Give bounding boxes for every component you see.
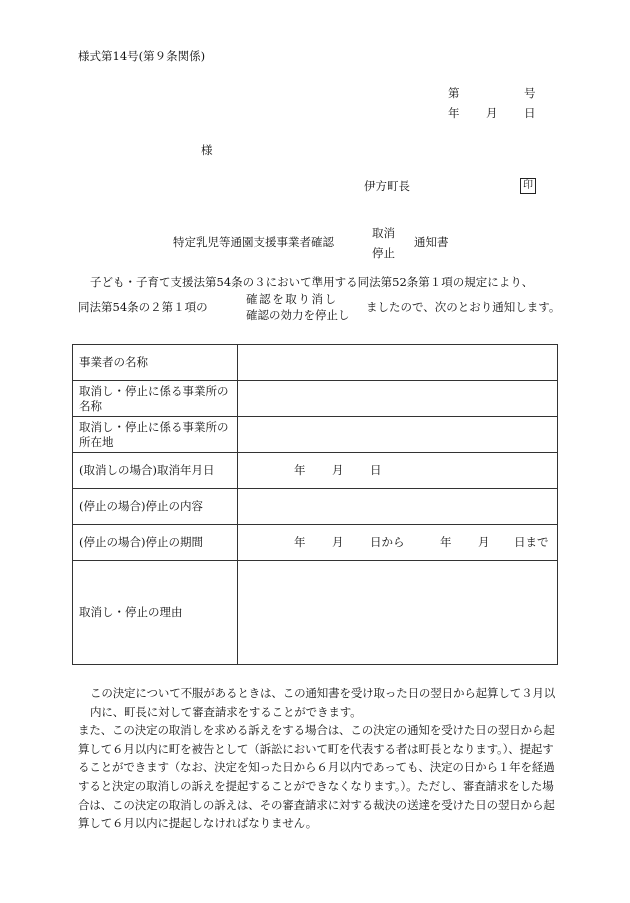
suspend-from: 日から: [370, 535, 405, 549]
row-value: [238, 345, 558, 381]
body-line-1: 子ども・子育て支援法第54条の３において準用する同法第52条第１項の規定により、: [90, 275, 534, 289]
cancel-day: 日: [370, 463, 382, 477]
suspend-end-year: 年: [440, 535, 452, 549]
date-month: 月: [486, 106, 498, 120]
table-row: [73, 381, 558, 417]
body-line-2-prefix: 同法第54条の２第１項の: [78, 300, 208, 314]
row-label: 取消し・停止に係る事業所の所在地: [73, 417, 238, 453]
table-row: [73, 489, 558, 525]
notes-section: [78, 684, 556, 833]
note-lawsuit: また、この決定の取消しを求める訴えをする場合は、この決定の通知を受けた日の翌日から起算して６月以内に町を被告として（訴訟において町を代表する者は町長となります。）、提起することができます（なお、決定を知った日から６月以内であっても、決定の日から１年を経過すると決定の取消しの訴えを提起することができなくなります。）。ただし、審査請求をした場合は、この決定の取消しの訴えは、その審査請求に対する裁決の送達を受けた日の翌日から起算して６月以内に提起しなければなりません。: [78, 723, 555, 831]
row-label: 取消し・停止に係る事業所の名称: [73, 381, 238, 417]
seal-mark: 印: [520, 178, 536, 194]
date-year: 年: [448, 106, 460, 120]
row-value: [238, 489, 558, 525]
row-label: 取消し・停止の理由: [73, 561, 238, 665]
suspend-to: 日まで: [514, 535, 549, 549]
row-label: (停止の場合)停止の内容: [73, 489, 238, 525]
form-number: 様式第14号(第９条関係): [78, 49, 206, 63]
row-label: (停止の場合)停止の期間: [73, 525, 238, 561]
suspend-period-value: [238, 525, 558, 561]
suspend-start-month: 月: [332, 535, 344, 549]
addressee-suffix: 様: [201, 143, 213, 157]
title-option-cancel: 取消: [372, 226, 395, 240]
body-option-cancel: 確認を取り消し: [246, 292, 338, 306]
note-appeal: この決定について不服があるときは、この通知書を受け取った日の翌日から起算して３月以内に、町長に対して審査請求をすることができます。: [90, 686, 556, 719]
suspend-start-year: 年: [294, 535, 306, 549]
notice-table: [72, 344, 558, 665]
title-tail: 通知書: [414, 235, 449, 249]
row-value: [238, 561, 558, 665]
suspend-end-month: 月: [478, 535, 490, 549]
row-value: [238, 381, 558, 417]
table-row: [73, 417, 558, 453]
row-label: (取消しの場合)取消年月日: [73, 453, 238, 489]
body-line-2-suffix: ましたので、次のとおり通知します。: [366, 300, 561, 314]
document-title: 特定乳児等通園支援事業者確認: [173, 235, 334, 249]
table-row: [73, 345, 558, 381]
cancel-month: 月: [332, 463, 344, 477]
table-row: [73, 453, 558, 489]
row-label: 事業者の名称: [73, 345, 238, 381]
table-row: [73, 561, 558, 665]
cancel-date-value: [238, 453, 558, 489]
title-option-suspend: 停止: [372, 246, 395, 260]
number-suffix: 号: [524, 86, 536, 100]
table-row: [73, 525, 558, 561]
number-prefix: 第: [448, 86, 460, 100]
row-value: [238, 417, 558, 453]
cancel-year: 年: [294, 463, 306, 477]
date-day: 日: [524, 106, 536, 120]
body-option-suspend: 確認の効力を停止し: [246, 308, 350, 322]
sender-name: 伊方町長: [364, 179, 410, 193]
